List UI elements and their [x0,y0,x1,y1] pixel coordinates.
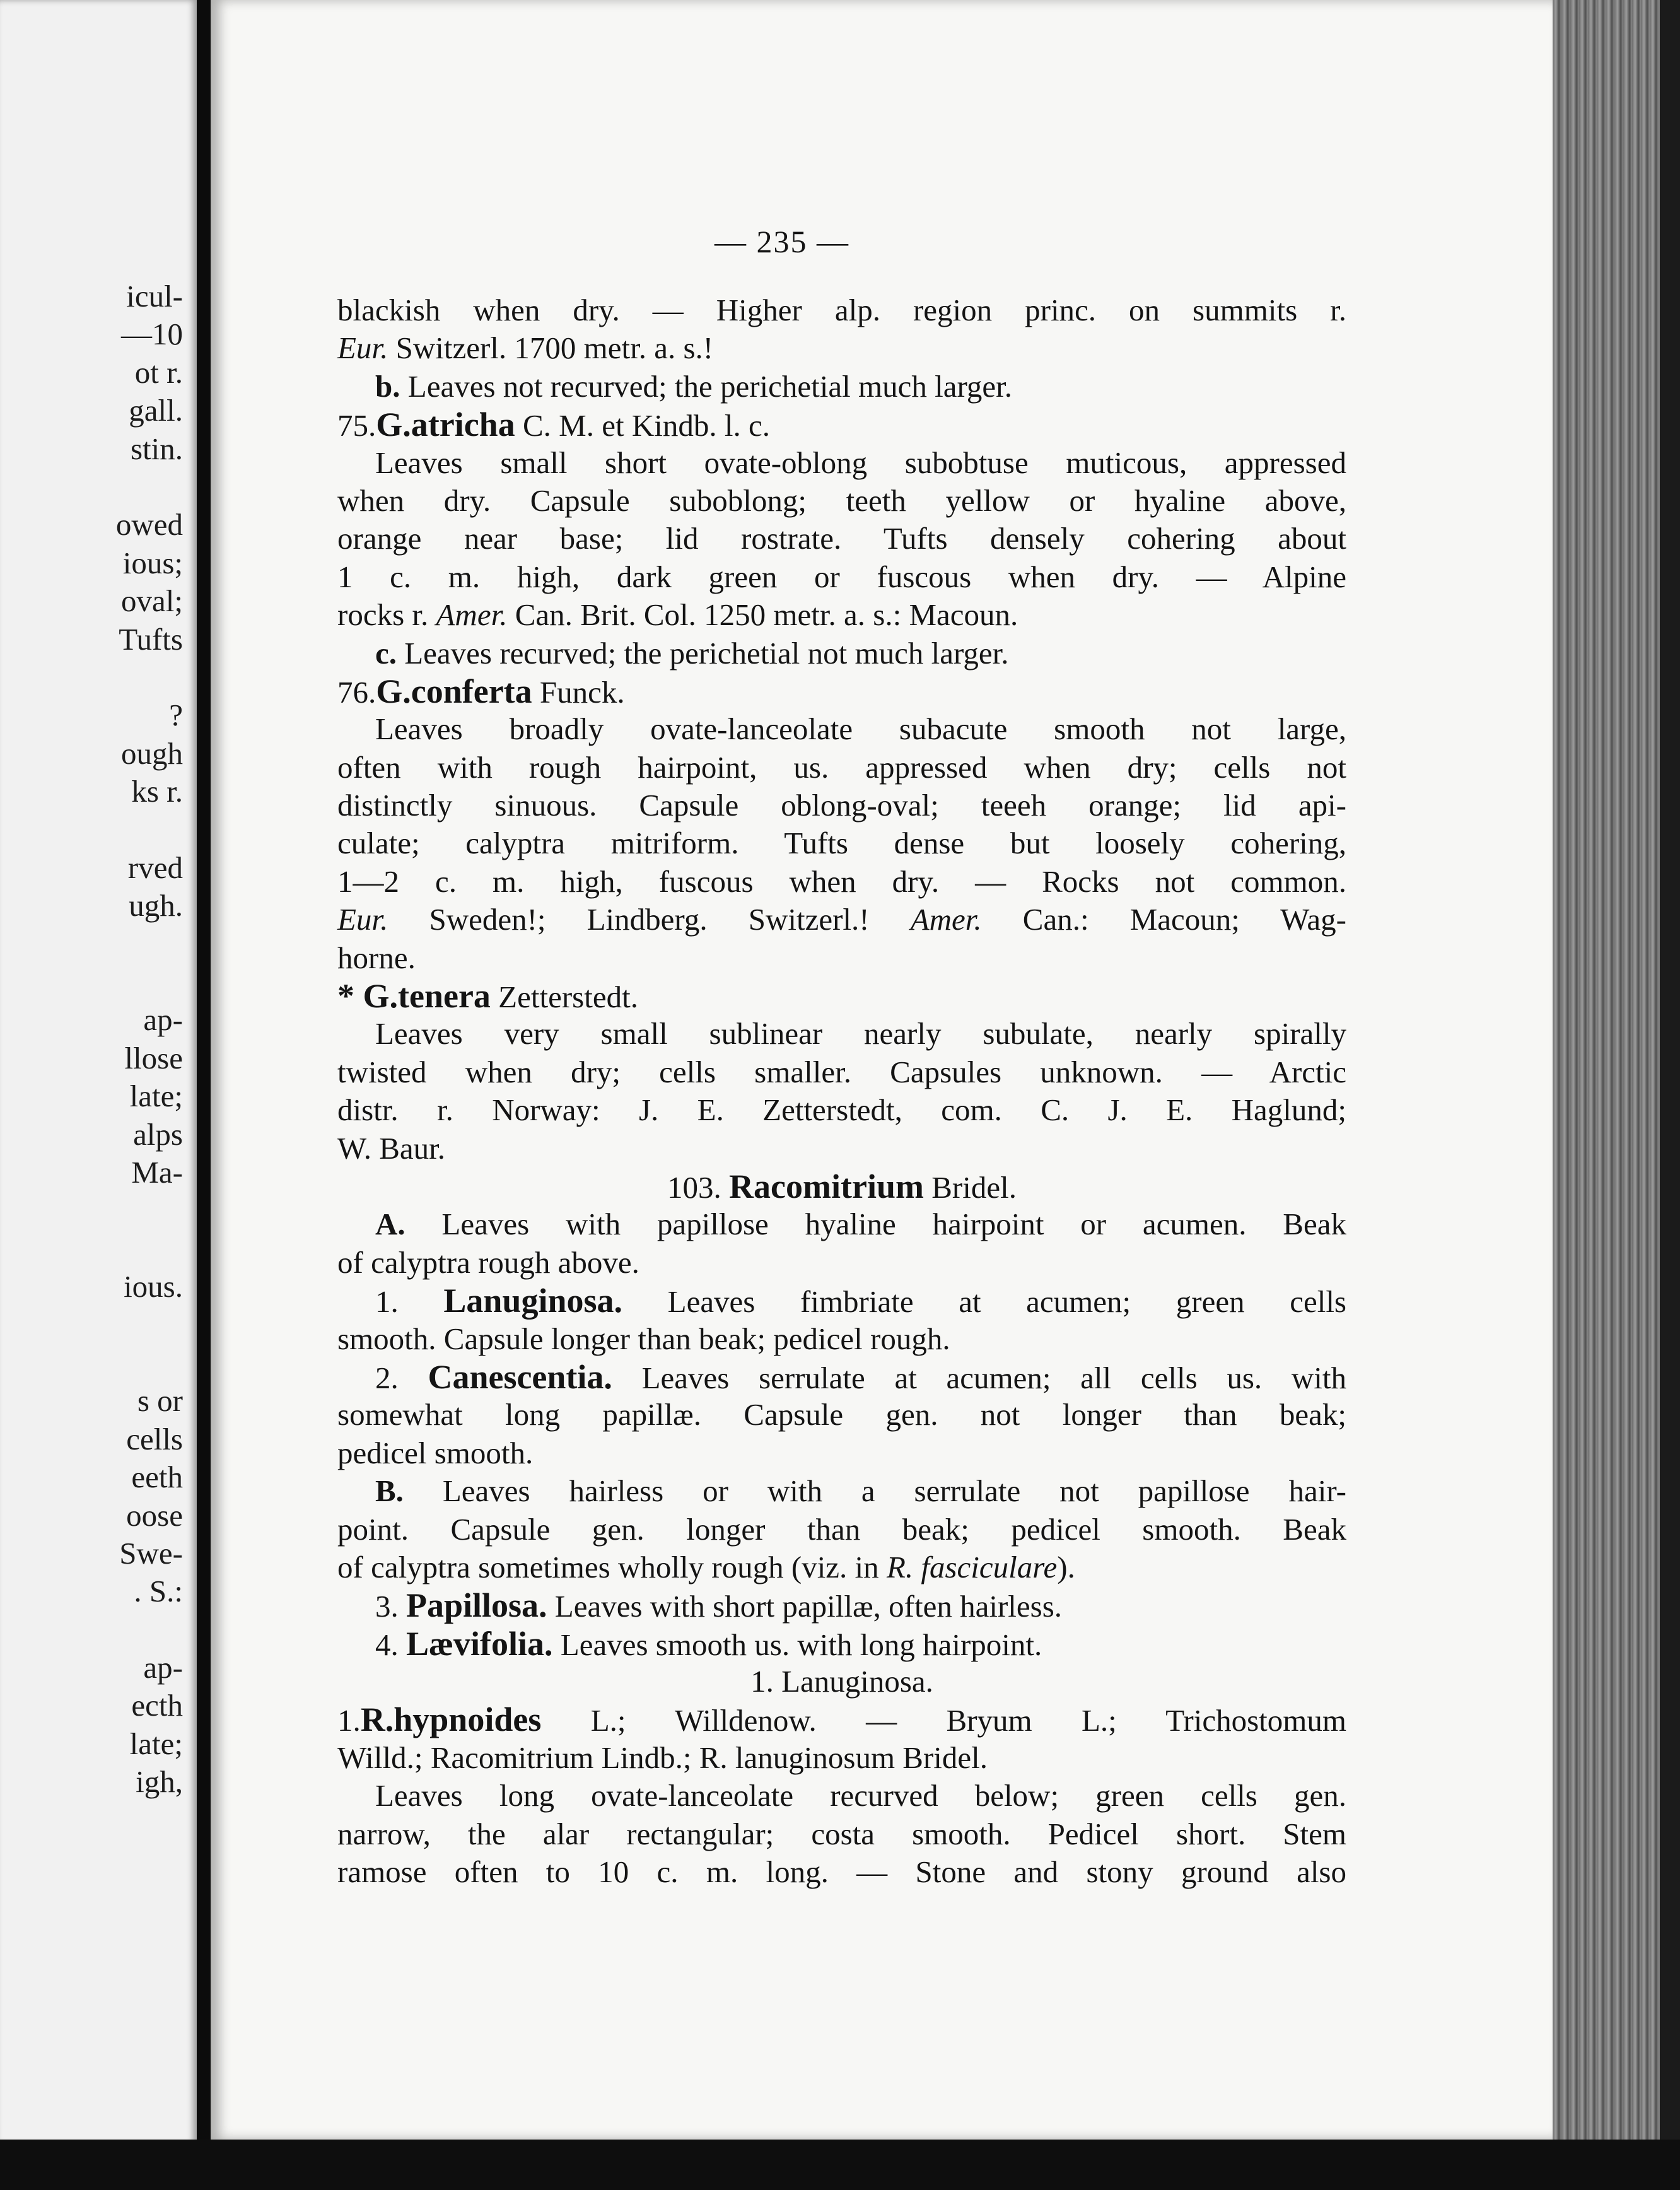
previous-page-fragment: ap- [143,1650,183,1685]
previous-page-fragment: ot r. [134,354,183,390]
text-run: Leaves with short papillæ, often hairless. [547,1589,1063,1624]
previous-page-fragment: icul- [126,279,183,313]
previous-page-fragment: llose [124,1040,183,1075]
section-line [337,1358,1346,1396]
species-reference: R. fasciculare [886,1549,1058,1584]
previous-page-fragment: ough [121,735,183,771]
section-name: Lævifolia. [406,1624,553,1663]
text-line: horne. [337,940,416,975]
text-line: pedicel smooth. [337,1435,534,1470]
text-line: ramose often to 10 c. m. long. — Stone and stony ground also [337,1854,1346,1890]
text-line: point. Capsule gen. longer than beak; pedicel smooth. Beak [337,1511,1346,1547]
genus-authority: Bridel. [923,1169,1017,1205]
previous-page-fragment [116,1344,183,1382]
species-number: 75. [337,408,376,443]
text-run: rocks r. [337,597,436,633]
text-line: distr. r. Norway: J. E. Zetterstedt, com. C. J. E. Haglund; [337,1092,1346,1128]
previous-page-fragment: igh, [136,1764,183,1800]
section-name: Papillosa. [406,1586,547,1625]
text-run: ). [1057,1549,1075,1584]
text-line: distinctly sinuous. Capsule oblong-oval; teeeh orange; lid api- [337,788,1346,823]
text-line: blackish when dry. — Higher alp. region princ. on summits r. [337,293,1346,327]
previous-page-fragment: ious; [122,545,183,580]
previous-page-fragment: Swe- [119,1535,183,1571]
text-line: twisted when dry; cells smaller. Capsules unknown. — Arctic [337,1054,1346,1089]
section-number: 4. [375,1627,406,1662]
species-number: 1. [337,1703,361,1738]
previous-page-fragment [116,925,183,963]
text-run: Leaves hairless or with a serrulate not papillose hair- [403,1473,1346,1509]
species-name: R.hypnoides [360,1701,542,1739]
region-label: Eur. [337,331,388,366]
previous-page-fragment: late; [129,1079,183,1114]
previous-page-fragment: ? [169,698,183,733]
previous-page-fragment: Ma- [131,1154,183,1190]
key-letter: b. [375,368,400,404]
key-line [337,1472,1346,1510]
text-run: Switzerl. 1700 metr. a. s.! [388,331,714,366]
text-line [337,596,1346,634]
section-line [337,1625,1346,1663]
species-authority: Zetterstedt. [490,980,638,1015]
species-heading [337,672,1346,710]
book-gutter [197,0,211,2190]
previous-page-fragment: s or [137,1383,183,1419]
text-line: 1—2 c. m. high, fuscous when dry. — Rocks not common. [337,864,1346,899]
text-run: Leaves smooth us. with long hairpoint. [552,1627,1042,1662]
previous-page-fragment [116,468,183,506]
previous-page-fragment: alps [133,1116,183,1152]
previous-page-fragment [116,811,183,848]
previous-page-fragment: oose [126,1497,183,1533]
text-line: culate; calyptra mitriform. Tufts dense but loosely cohering, [337,826,1346,861]
previous-page-fragment: Tufts [119,621,183,657]
key-letter: B. [375,1473,404,1509]
previous-page-fragment: ap- [143,1002,183,1038]
previous-page-fragment [116,659,183,696]
section-name: Canescentia. [428,1357,612,1396]
text-line: 1 c. m. high, dark green or fuscous when dry. — Alpine [337,559,1346,594]
previous-page-fragment: stin. [130,431,183,466]
previous-page-fragment: eeth [131,1460,183,1495]
previous-page-fragment [116,963,183,1001]
species-name: * G.tenera [337,977,491,1016]
text-line: Leaves very small sublinear nearly subulate, nearly spirally [375,1016,1346,1051]
text-run: Can. Brit. Col. 1250 metr. a. s.: Macoun. [507,597,1018,633]
text-line: often with rough hairpoint, us. appressed when dry; cells not [337,749,1346,785]
region-label: Eur. [337,902,388,937]
previous-page-strip [0,0,197,2145]
page-text [337,291,1346,1891]
section-line [337,1282,1346,1320]
text-run: of calyptra sometimes wholly rough (viz. in [337,1549,887,1584]
page-edge-stack [1553,0,1660,2157]
previous-page-fragment: cells [126,1421,183,1456]
text-run: Can.: Macoun; Wag- [981,902,1347,937]
text-line: narrow, the alar rectangular; costa smooth. Pedicel short. Stem [337,1816,1346,1851]
genus-name: Racomitrium [729,1167,924,1205]
bottom-shadow [0,2140,1680,2190]
text-run: Leaves not recurved; the perichetial much larger. [407,368,1013,404]
text-line: orange near base; lid rostrate. Tufts densely cohering about [337,521,1346,556]
previous-page-fragment: late; [129,1726,183,1761]
species-heading [337,406,1346,443]
previous-page-fragment [116,1306,183,1344]
text-run: Sweden!; Lindberg. Switzerl.! [388,902,911,937]
text-run: Leaves fimbriate at acumen; green cells [622,1284,1347,1320]
section-name: Lanuginosa. [443,1282,623,1320]
section-number: 2. [375,1360,428,1395]
previous-page-fragment: owed [115,507,183,542]
text-line [337,901,1346,939]
previous-page-fragment [116,1611,183,1649]
species-authority: Funck. [532,674,625,710]
section-number: 1. [375,1284,444,1320]
section-line [337,1586,1346,1624]
text-line: Willd.; Racomitrium Lindb.; R. lanuginosum Bridel. [337,1740,988,1775]
text-line: W. Baur. [337,1130,446,1166]
key-line [337,368,1346,406]
previous-page-fragment: rved [127,850,183,885]
text-line [337,1549,1346,1586]
previous-page-fragment: oval; [121,583,183,619]
text-line [337,329,1346,367]
key-line [337,1205,1346,1243]
text-line: somewhat long papillæ. Capsule gen. not longer than beak; [337,1397,1346,1432]
species-name: G.conferta [376,672,532,710]
region-label: Amer. [910,902,982,937]
region-label: Amer. [436,597,508,633]
previous-page-fragment: . S.: [134,1574,183,1609]
text-line: of calyptra rough above. [337,1244,639,1280]
species-name: G.atricha [376,406,515,444]
previous-page-fragment: ious. [124,1269,183,1304]
key-letter: c. [375,635,397,670]
text-line: smooth. Capsule longer than beak; pedicel rough. [337,1321,950,1356]
key-letter: A. [375,1207,405,1242]
species-authority: C. M. et Kindb. l. c. [515,408,770,443]
species-number: 76. [337,674,376,710]
previous-page-fragment [116,1192,183,1229]
previous-page-fragment: ugh. [129,888,183,923]
text-line: when dry. Capsule suboblong; teeth yellow or hyaline above, [337,483,1346,518]
text-line: Leaves broadly ovate-lanceolate subacute smooth not large, [375,711,1346,747]
page-number: — 235 — [715,224,849,259]
text-line: Leaves long ovate-lanceolate recurved below; green cells gen. [375,1778,1346,1813]
previous-page-fragment: —10 [121,317,183,352]
previous-page-fragment: ks r. [131,774,183,809]
previous-page-fragment [116,1230,183,1268]
subspecies-heading [337,977,1346,1015]
text-run: Leaves serrulate at acumen; all cells us. with [612,1360,1346,1395]
genus-number: 103. [667,1169,730,1205]
previous-page-text-fragments [116,278,183,1801]
section-heading: 1. Lanuginosa. [750,1664,933,1699]
genus-heading [337,1168,1346,1205]
section-number: 3. [375,1589,406,1624]
text-line: Leaves small short ovate-oblong subobtuse muticous, appressed [375,445,1346,480]
text-run: Leaves with papillose hyaline hairpoint or acumen. Beak [405,1207,1346,1242]
species-authority: L.; Willdenow. — Bryum L.; Trichostomum [541,1703,1346,1738]
text-run: Leaves recurved; the perichetial not much larger. [397,635,1009,670]
previous-page-fragment: ecth [131,1688,183,1723]
previous-page-fragment: gall. [129,393,183,428]
key-line [337,635,1346,672]
species-heading [337,1701,1346,1738]
